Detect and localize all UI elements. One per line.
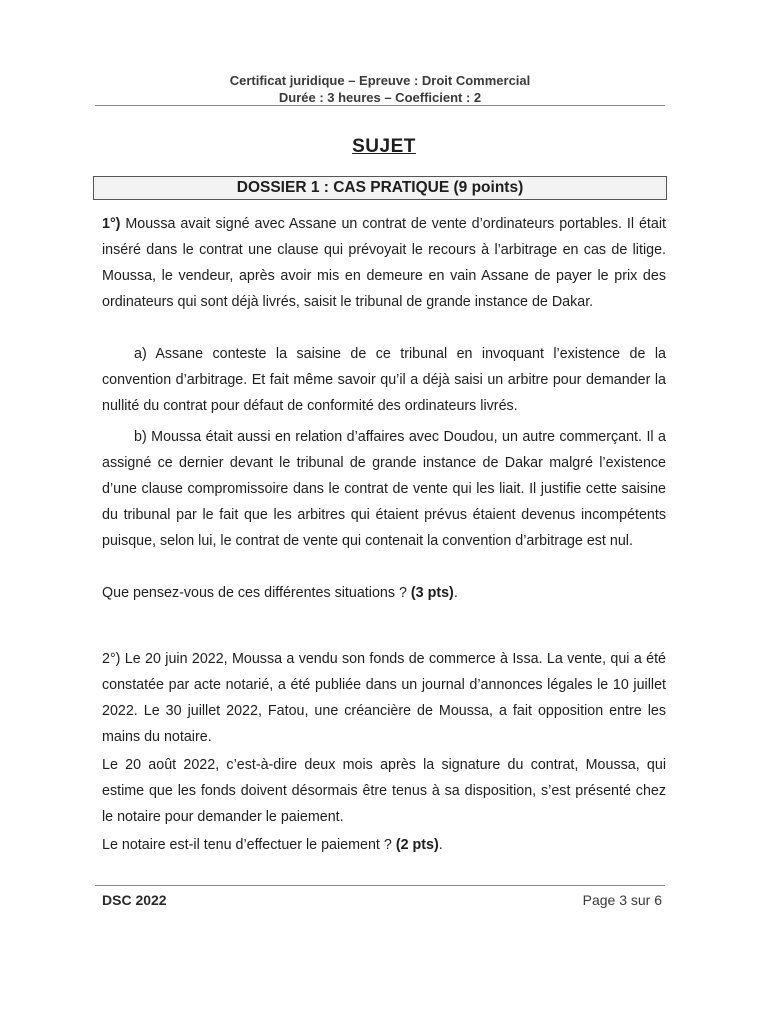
question-1-b: b) Moussa était aussi en relation d’affaires avec Doudou, un autre commerçant. Il a assigné ce dernier devant le tribunal de grande instance de Dakar malgré l’existence d’une clause compromissoire dans le contrat de vente qui les liait. Il justifie cette saisine du tribunal par le fait que les arbitres qui étaient prévus étaient devenus incompétents puisque, selon lui, le contrat de vente qui contenait la convention d’arbitrage est nul.: [102, 429, 666, 549]
question-1-intro: [102, 211, 666, 315]
question-2-facts: [102, 646, 666, 750]
question-2-points: (2 pts): [395, 837, 439, 853]
dossier-banner: [93, 176, 667, 200]
dossier-title: DOSSIER 1 : CAS PRATIQUE (9 points): [236, 179, 524, 196]
question-1-prompt: [102, 580, 666, 606]
question-2-facts-text: Le 20 juin 2022, Moussa a vendu son fonds de commerce à Issa. La vente, qui a été constatée par acte notarié, a été publiée dans un journal d’annonces légales le 10 juillet 2022. Le 30 juillet 2022, Fatou, une créancière de Moussa, a fait opposition entre les mains du notaire.: [102, 651, 666, 745]
question-1-number: 1°): [102, 216, 121, 232]
question-1-points: (3 pts): [410, 585, 454, 601]
footer-divider: [95, 885, 665, 886]
header-divider: [95, 105, 665, 106]
header-line-2: Durée : 3 heures – Coefficient : 2: [278, 90, 482, 105]
exam-header: [100, 72, 660, 106]
header-line-1: Certificat juridique – Epreuve : Droit Commercial: [229, 73, 531, 88]
question-2-prompt: [102, 832, 666, 858]
question-1-prompt-text: Que pensez-vous de ces différentes situations ?: [102, 585, 411, 601]
question-2-prompt-text: Le notaire est-il tenu d’effectuer le paiement ?: [102, 837, 396, 853]
page-number: Page 3 sur 6: [582, 892, 662, 908]
question-1-prompt-end: .: [453, 585, 458, 601]
question-2-facts-2: Le 20 août 2022, c’est-à-dire deux mois après la signature du contrat, Moussa, qui estime que les fonds doivent désormais être tenus à sa disposition, s’est présenté chez le notaire pour demander le paiement.: [102, 757, 666, 825]
subject-title: SUJET: [352, 136, 416, 157]
question-1-a: a) Assane conteste la saisine de ce tribunal en invoquant l’existence de la convention d’arbitrage. Et fait même savoir qu’il a déjà saisi un arbitre pour demander la nullité du contrat pour défaut de conformité des ordinateurs livrés.: [102, 346, 666, 414]
footer-code: DSC 2022: [102, 892, 167, 908]
question-2-prompt-end: .: [438, 837, 443, 853]
question-2-number: 2°): [102, 651, 121, 667]
question-1-intro-text: Moussa avait signé avec Assane un contrat de vente d’ordinateurs portables. Il était inséré dans le contrat une clause qui prévoyait le recours à l’arbitrage en cas de litige. Moussa, le vendeur, après avoir mis en demeure en vain Assane de payer le prix des ordinateurs qui sont déjà livrés, saisit le tribunal de grande instance de Dakar.: [102, 216, 666, 310]
